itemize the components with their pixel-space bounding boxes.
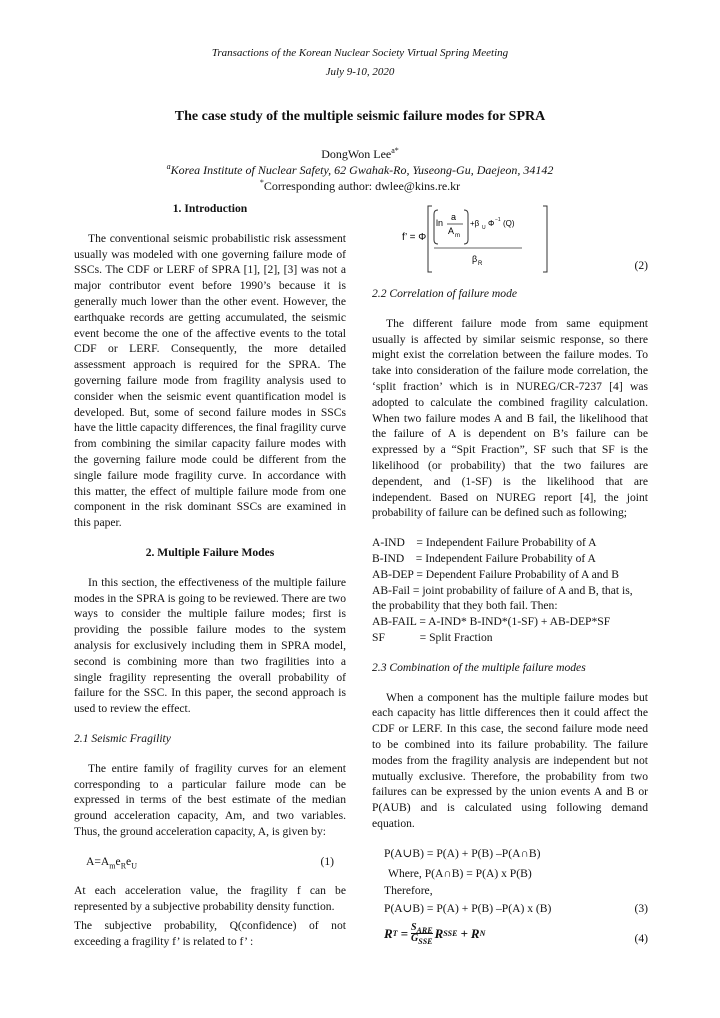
corresponding-sup: * <box>259 178 264 187</box>
equation-1 <box>74 854 346 870</box>
definition-b-ind: B-IND = Independent Failure Probability of A <box>372 551 596 565</box>
definition-ab-fail-formula: AB-FAIL = A-IND* B-IND*(1-SF) + AB-DEP*SF <box>372 615 611 629</box>
svg-text:R: R <box>478 261 483 267</box>
union-equation: P(A∪B) = P(A) + P(B) –P(A∩B) <box>384 846 541 860</box>
svg-text:f’ = Φ: f’ = Φ <box>402 232 427 243</box>
svg-text:m: m <box>455 233 460 239</box>
svg-text:ln: ln <box>436 218 444 228</box>
svg-text:U: U <box>482 225 486 231</box>
svg-text:β: β <box>472 254 478 264</box>
right-column <box>372 200 648 947</box>
equation-4 <box>372 921 648 947</box>
equation-4-number: (4) <box>634 931 648 945</box>
fragility-density-text: At each acceleration value, the fragility f can be represented by a subjective probability density function. <box>74 884 346 914</box>
svg-text:+β: +β <box>470 219 480 228</box>
equation-2-number: (2) <box>634 259 648 272</box>
equation-3-number: (3) <box>634 902 648 916</box>
author-name: DongWon Lee <box>321 147 392 161</box>
subjective-probability-text: The subjective probability, Q(confidence) of not exceeding a fragility f’ is related to f’ : <box>74 919 346 948</box>
definition-a-ind: A-IND = Independent Failure Probability of A <box>372 536 597 550</box>
svg-text:a: a <box>451 212 457 222</box>
corresponding-author: *Corresponding author: dwlee@kins.re.kr <box>259 178 461 193</box>
equation-2 <box>372 200 648 278</box>
running-header-date: July 9-10, 2020 <box>325 66 395 78</box>
subsection-2-1-paragraph: The entire family of fragility curves for an element corresponding to a particular failure mode can be expressed in terms of the best estimate of the median ground acceleration capacity, Am, and two variables. Thus, the ground acceleration capacity, A, is given by: <box>74 761 346 838</box>
equation-3 <box>372 901 648 917</box>
definition-sf: SF = Split Fraction <box>372 630 493 644</box>
subsection-2-2-heading: 2.2 Correlation of failure mode <box>372 287 518 300</box>
equation-2-formula <box>402 200 552 278</box>
author-line <box>0 147 720 162</box>
definition-ab-fail: AB-Fail = joint probability of failure of A and B, that is, the probability that they both fail. Then: <box>372 583 633 613</box>
intersection-equation: Where, P(A∩B) = P(A) x P(B) <box>388 866 532 880</box>
subsection-2-3-paragraph: When a component has the multiple failure modes but each capacity has little differences then it could affect the CDF or LERF. In this case, the second failure mode need to be combined into its failure probability. The failure modes from the fragility analysis are independent but not mutually exclusive. Therefore, the probability from two failures can be expressed by the union events A and B or P(AUB) and is calculated using following demand equation. <box>372 690 648 830</box>
definition-ab-dep: AB-DEP = Dependent Failure Probability of A and B <box>372 567 619 581</box>
equation-1-body: $A=A_me_Re_U$ <box>86 854 137 870</box>
subsection-2-2-paragraph: The different failure mode from same equipment usually is affected by similar seismic response, so there might exist the correlation between the failure modes. To take into consideration of the failure mode correlation, the ‘split fraction’ which is in NUREG/CR-7237 [4] was adopted to calculate the combined fragility calculation. When two failure modes A and B fail, the likelihood that the failure of A is dependent on B’s failure can be expressed by a “Spit Fraction”, SF such that SF is the likelihood (or probability) that the two failures are dependent, and (1-SF) is the likelihood that are independent. Based on NUREG report [4], the joint probability of failure can be defined such as following; <box>372 316 648 520</box>
author-sup: a* <box>391 146 399 155</box>
affiliation: $^a$Korea Institute of Nuclear Safety, 62 Gwahak-Ro, Yuseong-Gu, Daejeon, 34142 <box>166 162 554 177</box>
therefore-text: Therefore, <box>384 884 433 898</box>
intro-paragraph: The conventional seismic probabilistic risk assessment usually was modeled with one governing failure mode of SSCs. The CDF or LERF of SPRA [1], [2], [3] was not a major contributor event before 1990’s because it is generally much lower than the other event. However, the earthquake records are getting accumulated, the seismic event become the one of the affective events to the total CDF or LERF. Consequently, the more detailed assessment approach is required for the SPRA. The governing failure mode from fragility analysis used to consider when the seismic event quantification model is developed. But, some of second failure modes in SSCs have the little capacity differences, the final fragility curve from combining the similar capacity failure modes with the governing failure mode could be different from the single failure mode fragility curve. In accordance with this matter, the effect of multiple failure mode from one component in the risk dominant SSCs are examined in this paper. <box>74 231 346 530</box>
section-2-heading: 2. Multiple Failure Modes <box>145 545 275 559</box>
svg-text:(Q): (Q) <box>503 219 515 228</box>
left-column <box>74 201 346 950</box>
running-header-venue: Transactions of the Korean Nuclear Society Virtual Spring Meeting <box>211 47 509 59</box>
equation-4-body: R T = $S_{ARE}$ $G_{SSE}$ R SSE + R N <box>384 922 486 947</box>
subsection-2-1-heading: 2.1 Seismic Fragility <box>74 731 171 745</box>
intro-heading: 1. Introduction <box>172 202 248 215</box>
svg-text:Φ: Φ <box>488 219 495 228</box>
section-2-paragraph: In this section, the effectiveness of the multiple failure modes in the SPRA is going to be reviewed. There are two ways to consider the multiple failure modes; first is providing the possible failure modes to the system analysis for exclusively including them in SPRA model, second is combining more than two fragilities into a single fragility representing the overall probability of failure for the SSC. In this paper, the second approach is used to review the effect. <box>74 575 346 716</box>
subsection-2-3-heading: 2.3 Combination of the multiple failure modes <box>372 660 586 674</box>
equation-3-body: P(A∪B) = P(A) + P(B) –P(A) x (B) <box>384 902 552 916</box>
paper-title: The case study of the multiple seismic failure modes for SPRA <box>174 109 546 124</box>
equation-1-number: (1) <box>320 854 334 868</box>
affiliation-sup: a <box>166 162 171 171</box>
svg-text:A: A <box>448 226 455 236</box>
svg-text:−1: −1 <box>495 217 501 223</box>
